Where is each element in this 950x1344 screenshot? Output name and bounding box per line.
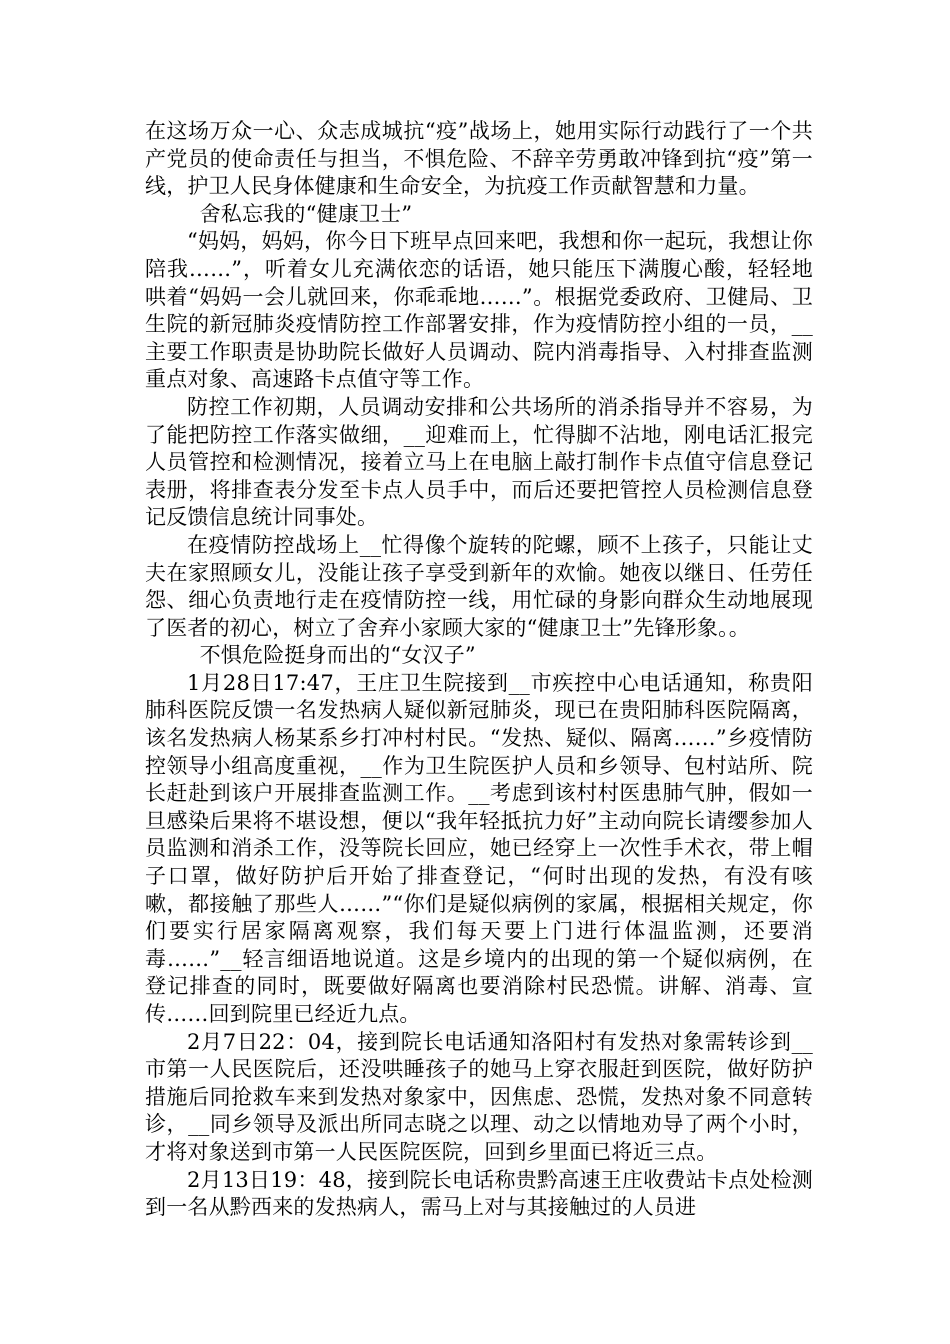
section-heading: 不惧危险挺身而出的“女汉子” [199, 643, 476, 668]
document-page [145, 118, 813, 1222]
body-paragraph: 在这场万众一心、众志成城抗“疫”战场上，她用实际行动践行了一个共产党员的使命责任与担当，不惧危险、不辞辛劳勇敢冲锋到抗“疫”第一线，护卫人民身体健康和生命安全，为抗疫工作贡献智慧和力量。 [145, 119, 813, 199]
body-paragraph: 在疫情防控战场上__忙得像个旋转的陀螺，顾不上孩子，只能让丈夫在家照顾女儿，没能让孩子享受到新年的欢愉。她夜以继日、任劳任怨、细心负责地行走在疫情防控一线，用忙碌的身影向群众生动地展现了医者的初心，树立了舍弃小家顾大家的“健康卫士”先锋形象。。 [145, 532, 813, 640]
body-paragraph: “妈妈，妈妈，你今日下班早点回来吧，我想和你一起玩，我想让你陪我……”，听着女儿充满依恋的话语，她只能压下满腹心酸，轻轻地哄着“妈妈一会儿就回来，你乖乖地……”。根据党委政府、卫健局、卫生院的新冠肺炎疫情防控工作部署安排，作为疫情防控小组的一员，__主要工作职责是协助院长做好人员调动、院内消毒指导、入村排查监测重点对象、高速路卡点值守等工作。 [145, 229, 813, 392]
section-heading: 舍私忘我的“健康卫士” [199, 201, 413, 226]
body-paragraph: 2月13日19：48，接到院长电话称贵黔高速王庄收费站卡点处检测到一名从黔西来的发热病人，需马上对与其接触过的人员进 [145, 1167, 813, 1220]
body-paragraph: 2月7日22：04，接到院长电话通知洛阳村有发热对象需转诊到__市第一人民医院后，还没哄睡孩子的她马上穿衣服赶到医院，做好防护措施后同抢救车来到发热对象家中，因焦虑、恐慌，发热对象不同意转诊，__同乡领导及派出所同志晓之以理、动之以情地劝导了两个小时，才将对象送到市第一人民医院医院，回到乡里面已将近三点。 [145, 1029, 813, 1164]
body-paragraph: 防控工作初期，人员调动安排和公共场所的消杀指导并不容易，为了能把防控工作落实做细，__迎难而上，忙得脚不沾地，刚电话汇报完人员管控和检测情况，接着立马上在电脑上敲打制作卡点值守信息登记表册，将排查表分发至卡点人员手中，而后还要把管控人员检测信息登记反馈信息统计同事处。 [145, 394, 813, 530]
body-paragraph: 1月28日17:47，王庄卫生院接到__市疾控中心电话通知，称贵阳肺科医院反馈一名发热病人疑似新冠肺炎，现已在贵阳肺科医院隔离，该名发热病人杨某系乡打冲村村民。“发热、疑似、隔离……”乡疫情防控领导小组高度重视，__作为卫生院医护人员和乡领导、包村站所、院长赶赴到该户开展排查监测工作。__考虑到该村村医患肺气肿，假如一旦感染后果将不堪设想，便以“我年轻抵抗力好”主动向院长请缨参加人员监测和消杀工作，没等院长回应，她已经穿上一次性手术衣，带上帽子口罩，做好防护后开始了排查登记，“何时出现的发热，有没有咳嗽，都接触了那些人……”“你们是疑似病例的家属，根据相关规定，你们要实行居家隔离观察，我们每天要上门进行体温监测，还要消毒……”__轻言细语地说道。这是乡境内的出现的第一个疑似病例，在登记排查的同时，既要做好隔离也要消除村民恐慌。讲解、消毒、宣传……回到院里已经近九点。 [145, 670, 813, 1026]
